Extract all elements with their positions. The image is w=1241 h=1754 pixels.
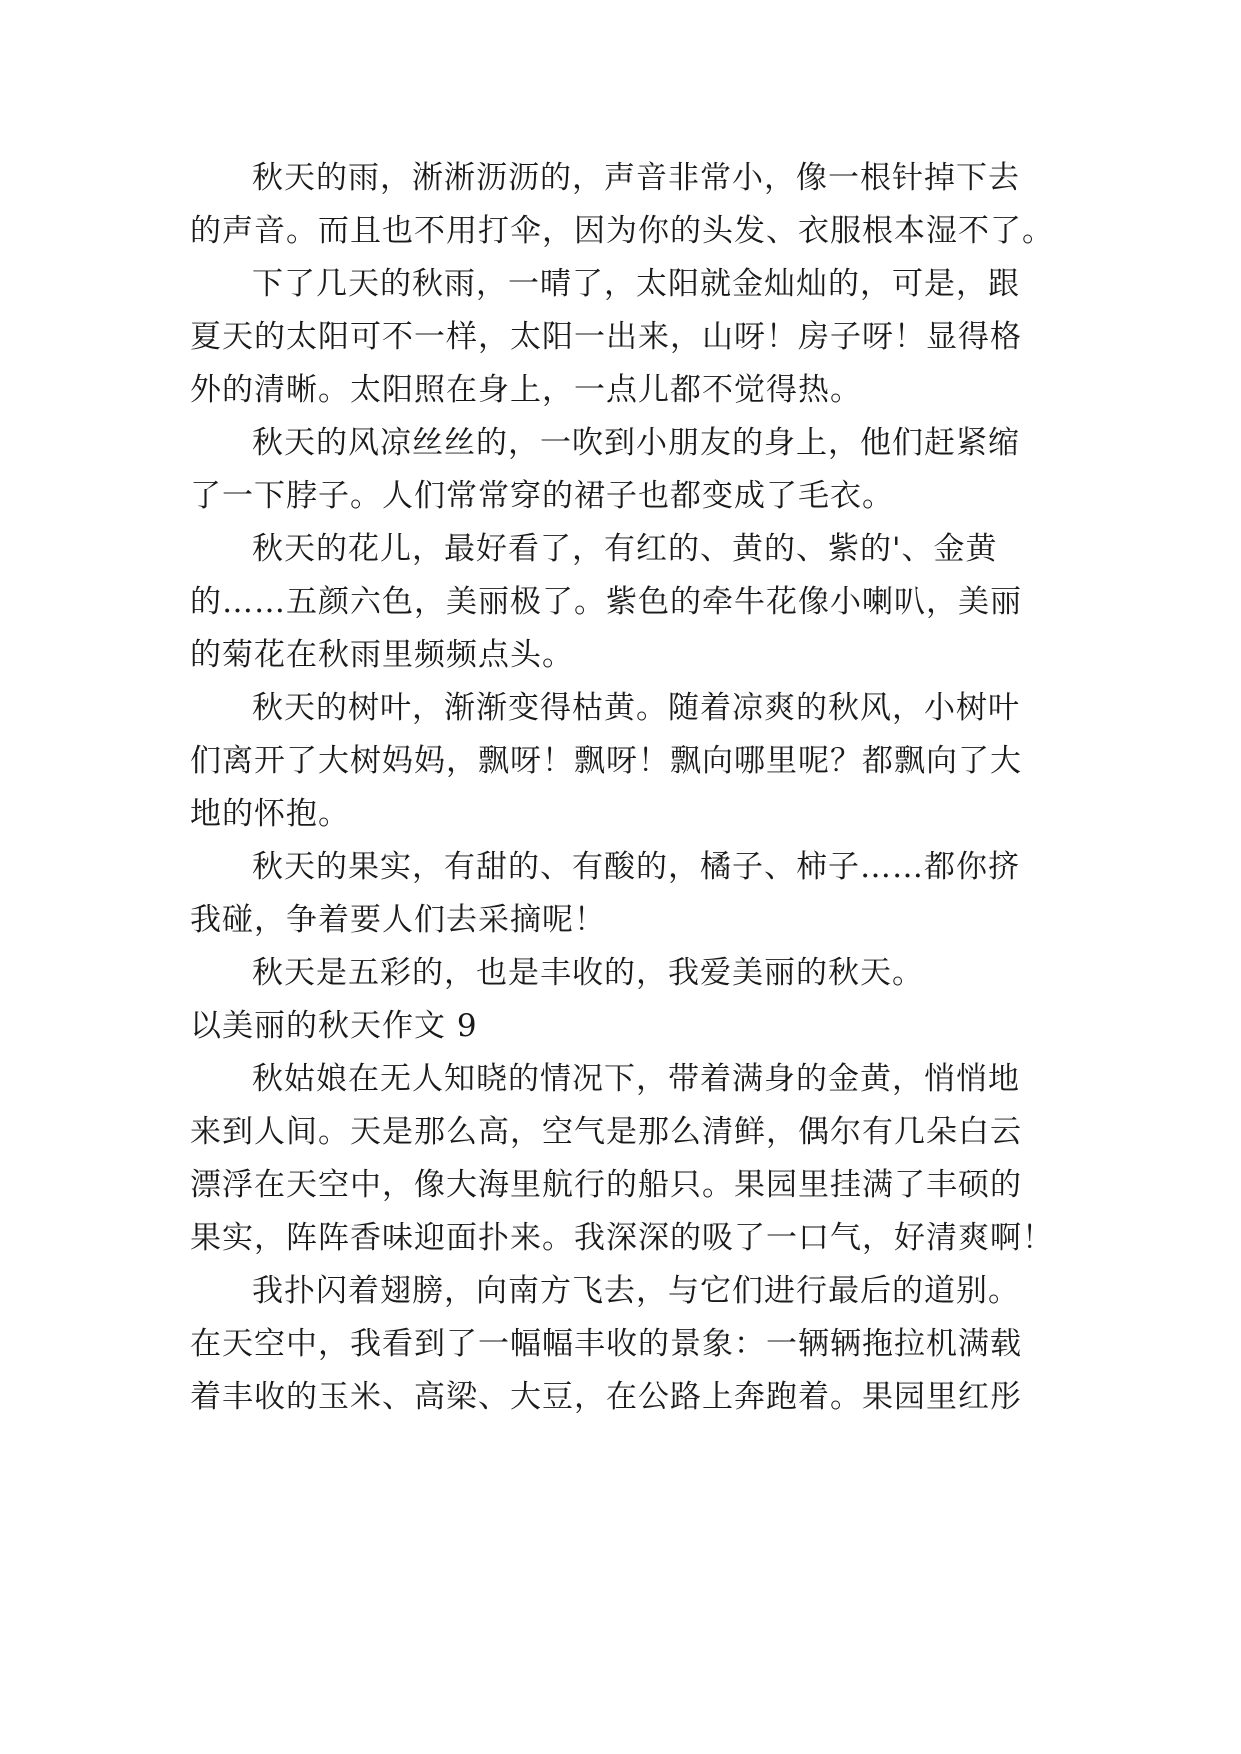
- text-line: 在天空中，我看到了一幅幅丰收的景象：一辆辆拖拉机满载: [190, 1326, 1022, 1362]
- text-line: 果实，阵阵香味迎面扑来。我深深的吸了一口气，好清爽啊！: [190, 1220, 1054, 1256]
- text-line: 下了几天的秋雨，一晴了，太阳就金灿灿的，可是，跟: [252, 266, 1020, 302]
- text-line: 秋天的风凉丝丝的，一吹到小朋友的身上，他们赶紧缩: [252, 425, 1020, 461]
- text-line: 秋天的树叶，渐渐变得枯黄。随着凉爽的秋风，小树叶: [252, 690, 1020, 726]
- text-line: 外的清晰。太阳照在身上，一点儿都不觉得热。: [190, 372, 862, 408]
- text-line: 们离开了大树妈妈，飘呀！飘呀！飘向哪里呢？都飘向了大: [190, 743, 1022, 779]
- text-line: 的……五颜六色，美丽极了。紫色的牵牛花像小喇叭，美丽: [190, 584, 1022, 620]
- text-line: 秋姑娘在无人知晓的情况下，带着满身的金黄，悄悄地: [252, 1061, 1020, 1097]
- text-line: 秋天是五彩的，也是丰收的，我爱美丽的秋天。: [252, 955, 924, 991]
- text-line: 着丰收的玉米、高梁、大豆，在公路上奔跑着。果园里红彤: [190, 1379, 1022, 1415]
- text-line: 地的怀抱。: [190, 796, 350, 832]
- text-line: 漂浮在天空中，像大海里航行的船只。果园里挂满了丰硕的: [190, 1167, 1022, 1203]
- text-line: 的菊花在秋雨里频频点头。: [190, 637, 574, 673]
- text-line: 秋天的雨，淅淅沥沥的，声音非常小，像一根针掉下去: [252, 160, 1020, 196]
- text-line: 来到人间。天是那么高，空气是那么清鲜，偶尔有几朵白云: [190, 1114, 1022, 1150]
- text-line: 夏天的太阳可不一样，太阳一出来，山呀！房子呀！显得格: [190, 319, 1022, 355]
- text-line: 秋天的果实，有甜的、有酸的，橘子、柿子……都你挤: [252, 849, 1020, 885]
- text-line: 的声音。而且也不用打伞，因为你的头发、衣服根本湿不了。: [190, 213, 1054, 249]
- text-line: 我扑闪着翅膀，向南方飞去，与它们进行最后的道别。: [252, 1273, 1020, 1309]
- text-line: 秋天的花儿，最好看了，有红的、黄的、紫的'、金黄: [252, 531, 998, 567]
- text-line: 我碰，争着要人们去采摘呢！: [190, 902, 606, 938]
- text-line: 了一下脖子。人们常常穿的裙子也都变成了毛衣。: [190, 478, 894, 514]
- section-heading: 以美丽的秋天作文 9: [190, 1008, 478, 1044]
